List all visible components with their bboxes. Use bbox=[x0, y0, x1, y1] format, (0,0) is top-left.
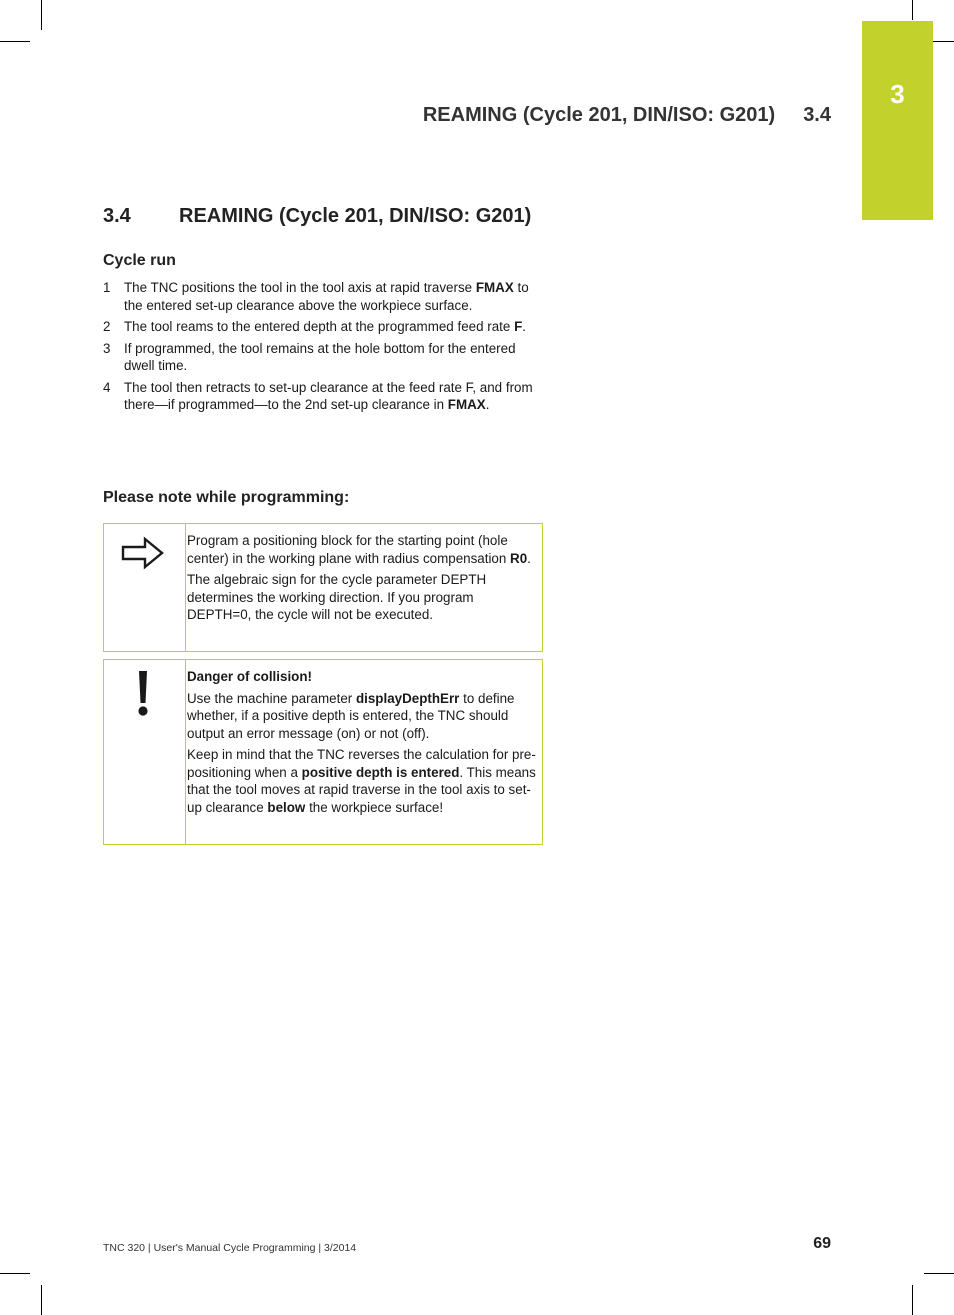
cycle-run-steps bbox=[103, 279, 543, 418]
warning-paragraph: Use the machine parameter displayDepthErr to define whether, if a positive depth is entered, the TNC should output an error message (on) or not (off). bbox=[187, 690, 515, 741]
info-box-content bbox=[187, 532, 536, 628]
step-item: 3 If programmed, the tool remains at the hole bottom for the entered dwell time. bbox=[103, 340, 516, 373]
crop-mark bbox=[912, 0, 913, 20]
step-item: 2 The tool reams to the entered depth at the programmed feed rate F. bbox=[103, 319, 526, 334]
section-title bbox=[103, 205, 531, 228]
crop-mark bbox=[41, 1285, 42, 1315]
step-item: 4 The tool then retracts to set-up clearance at the feed rate F, and from there—if programmed—to the 2nd set-up clearance in FMAX. bbox=[103, 379, 533, 412]
section-title-text: REAMING (Cycle 201, DIN/ISO: G201) bbox=[179, 205, 532, 227]
info-paragraph: The algebraic sign for the cycle parameter DEPTH determines the working direction. If you program DEPTH=0, the cycle will not be executed. bbox=[187, 572, 487, 622]
crop-mark bbox=[0, 1273, 30, 1274]
warning-box bbox=[103, 659, 543, 845]
running-head-title: REAMING (Cycle 201, DIN/ISO: G201) bbox=[422, 104, 776, 126]
exclamation-icon bbox=[136, 670, 150, 718]
footer-text: TNC 320 | User's Manual Cycle Programming | 3/2014 bbox=[103, 1242, 357, 1254]
running-head bbox=[300, 104, 831, 127]
warning-title: Danger of collision! bbox=[187, 669, 312, 684]
chapter-tab bbox=[862, 21, 933, 220]
info-paragraph: Program a positioning block for the starting point (hole center) in the working plane with radius compensation R0. bbox=[187, 533, 531, 566]
page-number: 69 bbox=[813, 1235, 831, 1252]
running-head-section: 3.4 bbox=[803, 104, 831, 126]
warning-box-content bbox=[187, 668, 536, 820]
crop-mark bbox=[41, 0, 42, 30]
crop-mark bbox=[912, 1285, 913, 1315]
box-divider bbox=[185, 660, 186, 844]
info-box bbox=[103, 523, 543, 652]
chapter-number: 3 bbox=[890, 79, 905, 109]
warning-paragraph: Keep in mind that the TNC reverses the calculation for pre-positioning when a positive depth is entered. This means that the tool moves at rapid traverse in the tool axis to set-up clearance below the workpiece surface! bbox=[187, 747, 536, 815]
arrow-right-icon bbox=[121, 536, 165, 570]
step-item: 1 The TNC positions the tool in the tool axis at rapid traverse FMAX to the entered set-up clearance above the workpiece surface. bbox=[103, 280, 529, 313]
section-number: 3.4 bbox=[103, 205, 131, 227]
cycle-run-heading: Cycle run bbox=[103, 252, 176, 269]
note-heading: Please note while programming: bbox=[103, 489, 350, 506]
crop-mark bbox=[924, 1273, 954, 1274]
box-divider bbox=[185, 524, 186, 651]
crop-mark bbox=[0, 41, 30, 42]
